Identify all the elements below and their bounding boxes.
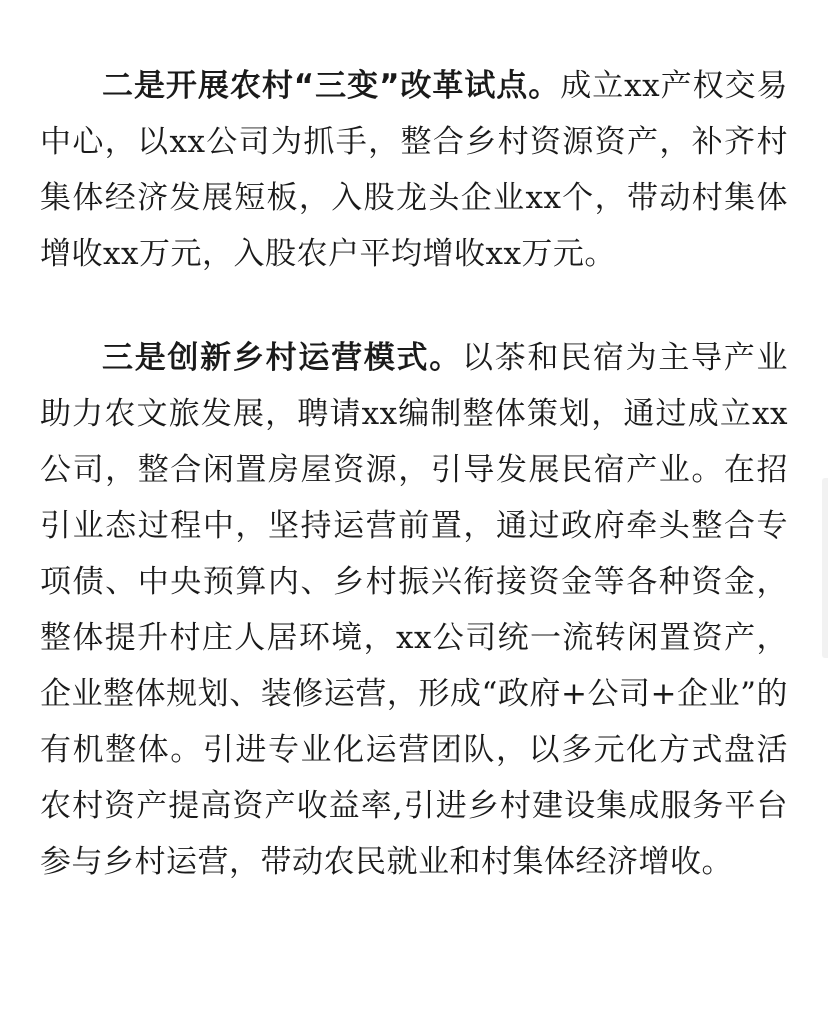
article-body — [40, 58, 788, 890]
paragraph-lead-heading: 二是开展农村“三变”改革试点。 — [102, 68, 561, 104]
paragraph-lead-heading: 三是创新乡村运营模式。 — [102, 340, 462, 376]
paragraph-text: 以茶和民宿为主导产业助力农文旅发展，聘请xx编制整体策划，通过成立xx公司，整合闲置房屋资源，引导发展民宿产业。在招引业态过程中，坚持运营前置，通过政府牵头整合专项债、中央预算内、乡村振兴衔接资金等各种资金，整体提升村庄人居环境，xx公司统一流转闲置资产，企业整体规划、装修运营，形成“政府+公司+企业”的有机整体。引进专业化运营团队，以多元化方式盘活农村资产提高资产收益率,引进乡村建设集成服务平台参与乡村运营，带动农民就业和村集体经济增收。 — [40, 340, 789, 880]
scrollbar-edge[interactable] — [822, 478, 828, 658]
paragraph-rural-operation — [40, 330, 788, 890]
paragraph-text: 成立xx产权交易中心，以xx公司为抓手，整合乡村资源资产，补齐村集体经济发展短板，入股龙头企业xx个，带动村集体增收xx万元，入股农户平均增收xx万元。 — [40, 68, 788, 272]
paragraph-rural-reform — [40, 58, 788, 282]
